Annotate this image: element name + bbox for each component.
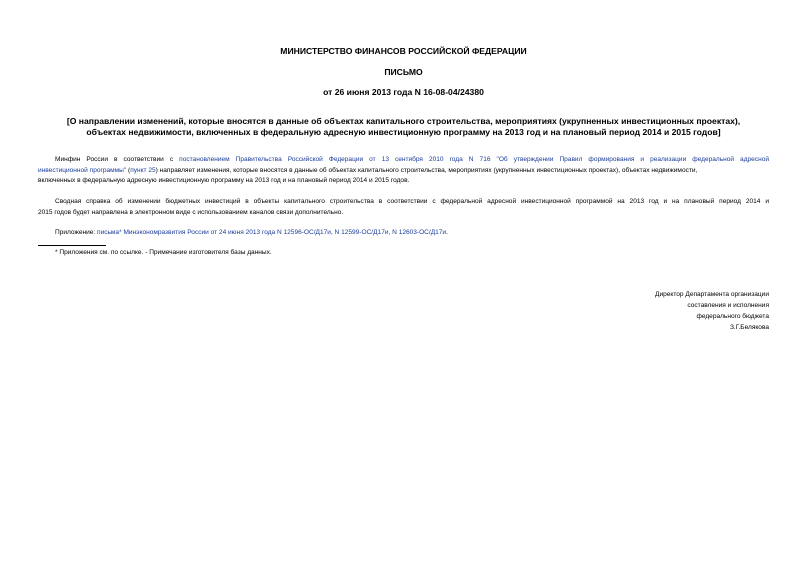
- paragraph-main-start: Минфин России в соответствии с: [55, 156, 180, 163]
- signature-position-line-2: составления и исполнения: [687, 302, 769, 309]
- signature-position-line-3: федерального бюджета: [696, 313, 769, 320]
- ministry-name: МИНИСТЕРСТВО ФИНАНСОВ РОССИЙСКОЙ ФЕДЕРАЦИИ: [280, 46, 527, 56]
- signature-name: З.Г.Белякова: [729, 324, 769, 331]
- paragraph-main-line-3: включенных в федеральную адресную инвестиционную программу на 2013 год и на плановый период 2014 и 2015 годов.: [38, 177, 410, 185]
- paragraph-summary-line-2: 2015 годов будет направлена в электронном виде с использованием каналов связи дополнительно.: [38, 208, 344, 216]
- document-date-number: от 26 июня 2013 года N 16-08-04/24380: [323, 87, 484, 97]
- decree-link-continued[interactable]: инвестиционной программы": [38, 166, 127, 174]
- signature-position-line-1: Директор Департамента организации: [655, 291, 769, 298]
- document-title: [44, 116, 763, 138]
- paragraph-main-rest: ) направляет изменения, которые вносятся в данные об объектах капитального строительства, мероприятиях (укрупненных инвестиционных проектах), объектах недвижимости,: [155, 166, 698, 174]
- paragraph-summary-line-1: Сводная справка об изменении бюджетных инвестиций в объекты капитального строительства в соответствии с федеральной адресной инвестиционной программой на 2013 год и на плановый период 2014 и: [55, 198, 769, 205]
- attachment-letters-link[interactable]: письма* Минэкономразвития России от 24 июня 2013 года N 12596-ОС/Д17и, N 12599-ОС/Д17и, N 12603-ОС/Д17и: [97, 229, 447, 236]
- paragraph-summary: [38, 197, 769, 218]
- attachment-label: Приложение:: [55, 229, 98, 236]
- clause-link[interactable]: пункт 25: [130, 166, 156, 174]
- paragraph-attachment: [38, 228, 769, 239]
- document-type: ПИСЬМО: [384, 67, 423, 77]
- paragraph-main-line-2: [38, 166, 769, 177]
- paragraph-main-line-1: [38, 155, 769, 166]
- title-line-1: [О направлении изменений, которые вносятся в данные об объектах капитального строительства, мероприятиях (укрупненных инвестиционных проектах),: [66, 116, 741, 126]
- paren-open: (: [126, 166, 131, 174]
- paragraph-main: [38, 155, 769, 187]
- title-line-2: объектах недвижимости, включенных в федеральную адресную инвестиционную программу на 2013 год и на плановый период 2014 и 2015 годов]: [86, 127, 721, 137]
- signature-block: [655, 289, 769, 333]
- decree-link[interactable]: постановлением Правительства Российской Федерации от 13 сентября 2010 года N 716 "Об утверждении Правил формирования и реализации федеральной адресной: [179, 156, 769, 163]
- attachment-line: [38, 228, 769, 239]
- attachment-end: .: [446, 229, 448, 236]
- footnote-divider: [38, 245, 106, 246]
- footnote-text: * Приложения см. по ссылке. - Примечание изготовителя базы данных.: [55, 249, 272, 256]
